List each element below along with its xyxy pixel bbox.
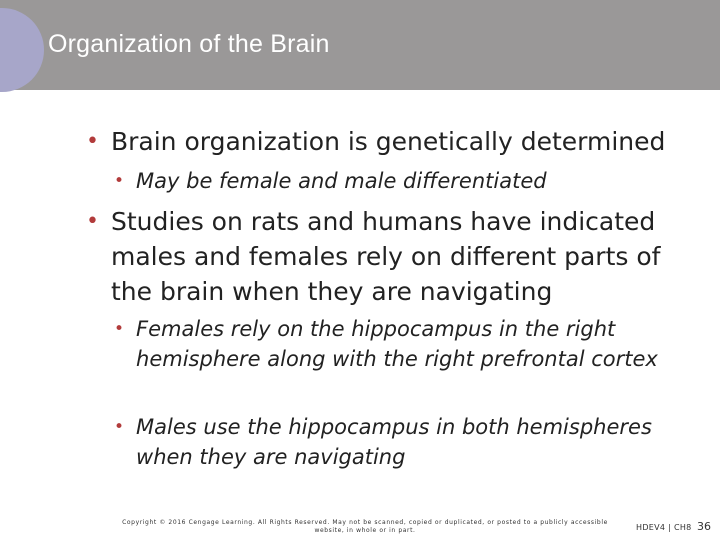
slide-title: Organization of the Brain [48, 30, 330, 58]
sub-bullet-dot: • [114, 319, 125, 339]
bullet-dot: • [86, 129, 99, 154]
bullet-2-sub-1 [114, 314, 684, 374]
bullet-2-text: Studies on rats and humans have indicated males and females rely on different parts of the brain when they are navigating [110, 207, 661, 306]
sub-bullet-dot: • [114, 417, 125, 437]
bullet-2-sub-2 [114, 412, 704, 472]
bullet-dot: • [86, 209, 99, 234]
bullet-1-text: Brain organization is genetically determined [110, 127, 666, 156]
bullet-2 [86, 204, 691, 309]
sub-bullet-dot: • [114, 171, 125, 191]
bullet-1-sub-1-text: May be female and male differentiated [136, 169, 547, 193]
bullet-2-sub-2-text: Males use the hippocampus in both hemispheres when they are navigating [136, 415, 652, 469]
page-number: 36 [697, 520, 711, 533]
bullet-1 [86, 124, 696, 159]
copyright-notice: Copyright © 2016 Cengage Learning. All Rights Reserved. May not be scanned, copied or duplicated, or posted to a publicly accessible website, in whole or in part. [122, 519, 608, 534]
bullet-2-sub-1-text: Females rely on the hippocampus in the right hemisphere along with the right prefrontal cortex [136, 317, 658, 371]
bullet-1-sub-1 [114, 166, 694, 196]
chapter-label: HDEV4 | CH8 [636, 523, 692, 532]
